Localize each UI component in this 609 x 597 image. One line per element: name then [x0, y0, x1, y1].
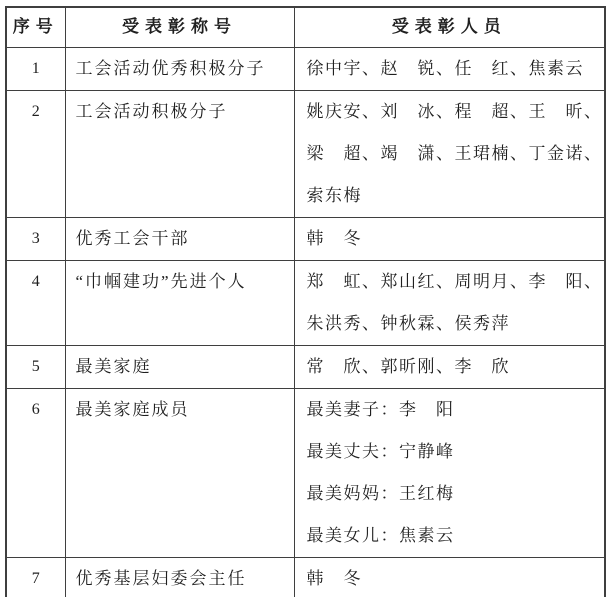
- people-cell: [294, 260, 605, 345]
- people-cell: [294, 345, 605, 388]
- people-line: 朱洪秀、钟秋霖、侯秀萍: [306, 313, 510, 333]
- row-number: 2: [6, 90, 65, 217]
- table-row-1: [6, 47, 605, 90]
- award-title: 最美家庭: [65, 345, 294, 388]
- people-line: 最美妻子：李 阳: [306, 399, 455, 419]
- row-number: 6: [6, 388, 65, 557]
- people-line: 常 欣、郭昕刚、李 欣: [306, 356, 510, 376]
- row-number: 7: [6, 557, 65, 597]
- award-title: 优秀工会干部: [65, 217, 294, 260]
- table-row-5: [6, 345, 605, 388]
- award-title: 工会活动积极分子: [65, 90, 294, 217]
- header-people: 受表彰人员: [294, 7, 605, 47]
- people-line: 姚庆安、刘 冰、程 超、王 昕、: [306, 101, 603, 121]
- people-cell: [294, 557, 605, 597]
- people-cell: [294, 217, 605, 260]
- people-line: 最美女儿：焦素云: [306, 525, 455, 545]
- people-cell: [294, 47, 605, 90]
- people-line: 索东梅: [306, 185, 362, 205]
- people-cell: [294, 90, 605, 217]
- header-title: 受表彰称号: [65, 7, 294, 47]
- award-title: 工会活动优秀积极分子: [65, 47, 294, 90]
- header-no: 序号: [6, 7, 65, 47]
- table-row-4: [6, 260, 605, 345]
- people-line: 最美妈妈：王红梅: [306, 483, 455, 503]
- people-line: 韩 冬: [306, 228, 362, 248]
- people-line: 韩 冬: [306, 568, 362, 588]
- award-title: 优秀基层妇委会主任: [65, 557, 294, 597]
- row-number: 4: [6, 260, 65, 345]
- people-line: 梁 超、竭 潇、王珺楠、丁金诺、: [306, 143, 603, 163]
- award-title: 最美家庭成员: [65, 388, 294, 557]
- table-header-row: [6, 7, 605, 47]
- people-cell: [294, 388, 605, 557]
- row-number: 5: [6, 345, 65, 388]
- row-number: 3: [6, 217, 65, 260]
- people-line: 徐中宇、赵 锐、任 红、焦素云: [306, 58, 584, 78]
- row-number: 1: [6, 47, 65, 90]
- people-line: 最美丈夫：宁静峰: [306, 441, 455, 461]
- award-title: “巾帼建功”先进个人: [65, 260, 294, 345]
- table-row-7: [6, 557, 605, 597]
- table-row-6: [6, 388, 605, 557]
- award-table: [5, 6, 606, 597]
- table-row-3: [6, 217, 605, 260]
- table-row-2: [6, 90, 605, 217]
- people-line: 郑 虹、郑山红、周明月、李 阳、: [306, 271, 603, 291]
